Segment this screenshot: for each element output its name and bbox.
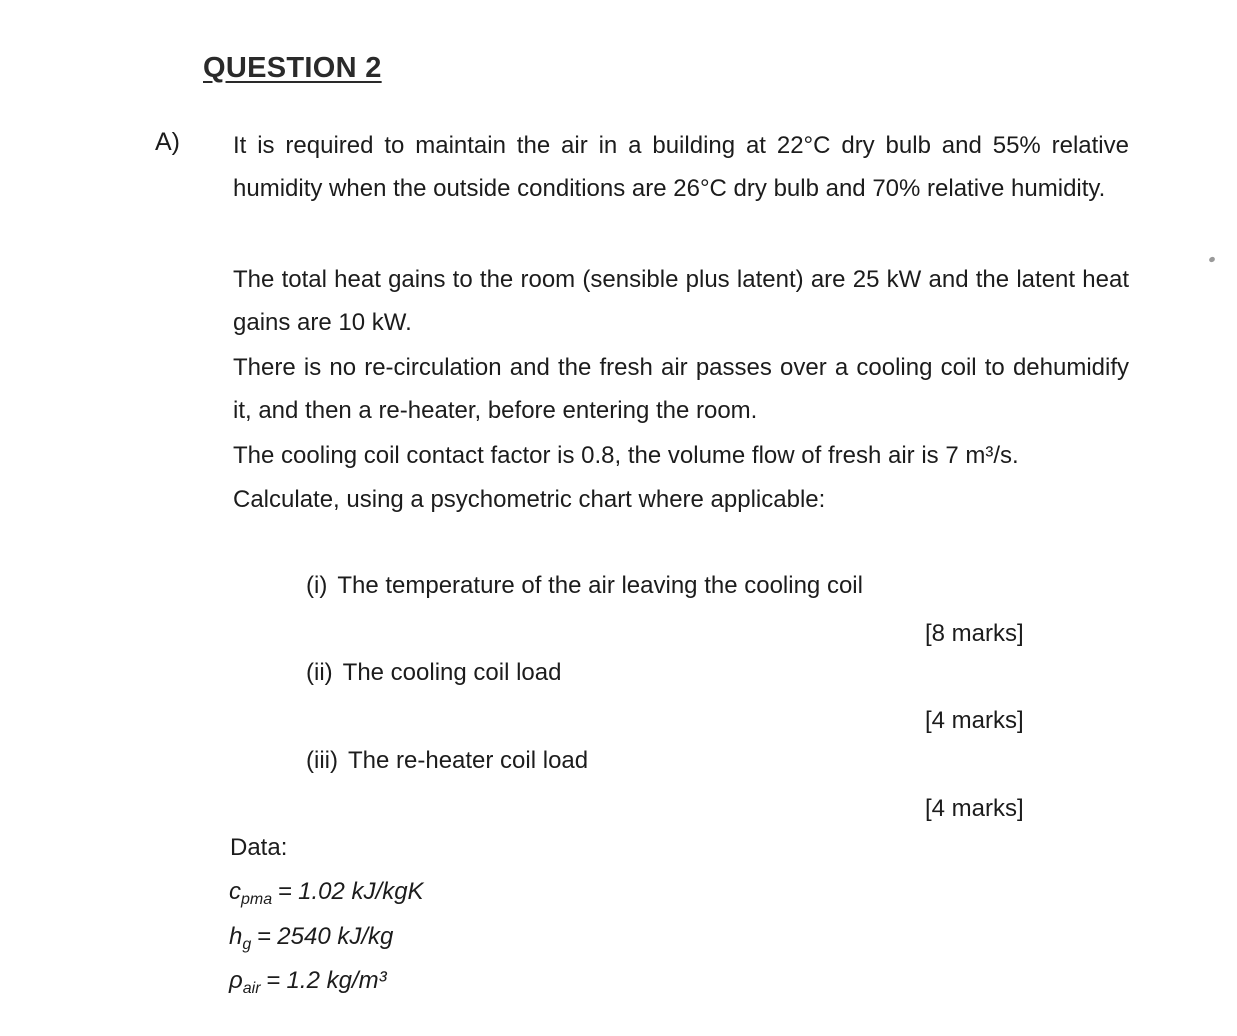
subquestion-i [306,572,863,600]
paragraph-heat-gains: The total heat gains to the room (sensible plus latent) are 25 kW and the latent heat gains are 10 kW. [233,266,1129,336]
subquestion-text: The temperature of the air leaving the cooling coil [337,572,863,599]
data-subscript: pma [241,891,273,908]
subquestion-number: (iii) [306,747,338,774]
paragraph-instruction: Calculate, using a psychometric chart where applicable: [233,486,826,513]
data-rho-air [229,967,387,998]
subquestion-text: The cooling coil load [342,659,562,686]
data-equals: = [257,923,272,950]
data-subscript: g [242,936,252,953]
data-equals: = [266,967,281,994]
paragraph-conditions: It is required to maintain the air in a building at 22°C dry bulb and 55% relative humidity when the outside conditions are 26°C dry bulb and 70% relative humidity. [233,132,1129,202]
data-symbol: ρ [229,967,243,994]
data-symbol: c [229,878,241,905]
part-label: A) [155,128,180,156]
data-value: 2540 kJ/kg [277,923,394,950]
marks-i: [8 marks] [925,620,1024,647]
data-equals: = [278,878,293,905]
data-cpma [229,878,424,909]
data-value: 1.02 kJ/kgK [298,878,424,905]
subquestion-text: The re-heater coil load [347,747,589,774]
scan-speck [1208,256,1216,263]
question-title: QUESTION 2 [203,52,382,84]
data-subscript: air [242,980,261,997]
data-symbol: h [229,923,243,950]
subquestion-number: (i) [306,572,328,599]
data-value: 1.2 kg/m³ [286,967,387,994]
data-hg [229,923,393,954]
paragraph-contact-factor: The cooling coil contact factor is 0.8, the volume flow of fresh air is 7 m³/s. [233,442,1019,469]
subquestion-ii [306,659,561,687]
marks-iii: [4 marks] [925,795,1024,822]
marks-ii: [4 marks] [925,707,1024,734]
subquestion-number: (ii) [306,659,333,686]
paragraph-recirculation: There is no re-circulation and the fresh air passes over a cooling coil to dehumidify it, and then a re-heater, before entering the room. [233,354,1129,424]
subquestion-iii [306,747,588,775]
data-title: Data: [230,834,288,861]
